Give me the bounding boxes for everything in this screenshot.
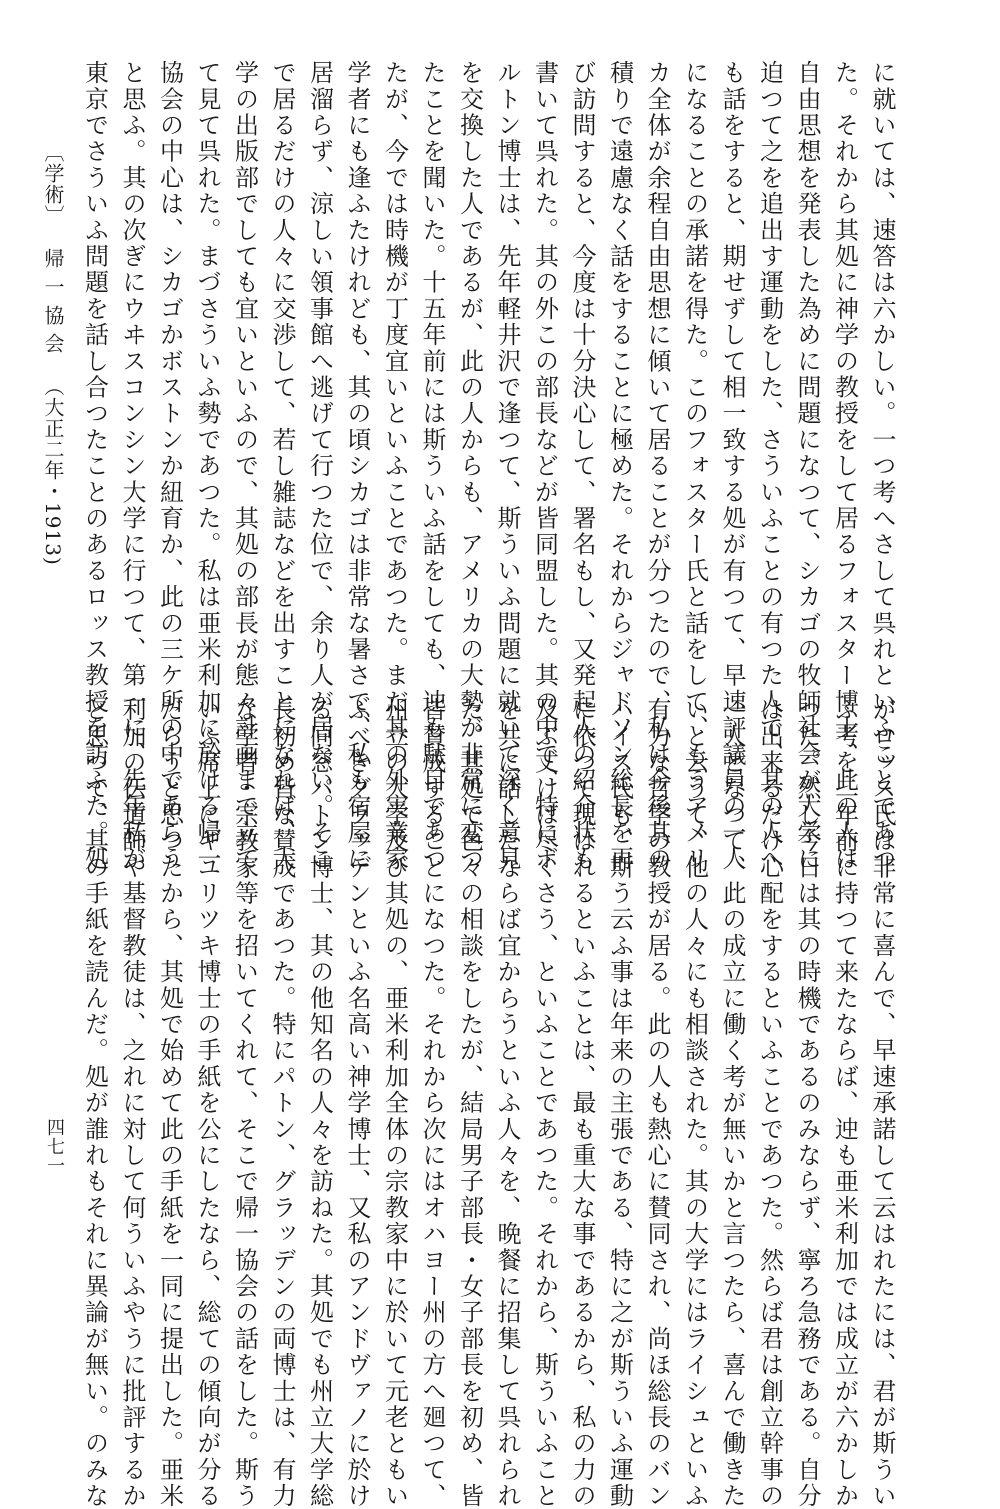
text-column: カ全体が余程自由思想に傾いて居ることが分つたので、私は今後其の [643, 60, 671, 873]
text-column: になることの承諾を得た。このフォスター氏と話をして、もうアメリ [680, 60, 709, 873]
text-column: ハイス氏も、斯う云ふ事は年来の主張である、特に之が斯ういふ運動 [605, 697, 634, 1509]
text-column: を交換した人であるが、此の人からも、アメリカの大勢が非常に変つ [455, 60, 484, 873]
text-column: て見て呉れた。まづさういふ勢であつた。私は亜米利加に於ける帰一 [193, 60, 221, 873]
text-column: な学者・宗教家等を招いてくれて、そこで帰一協会の話をした。斯う [230, 697, 259, 1509]
running-head [40, 142, 66, 566]
text-column: ふ考を二年前に持つて来たならば、迚も亜米利加では成立が六かしか [830, 697, 859, 1509]
text-column: いふ席上にギユリツキ博士の手紙を公にしたなら、総ての傾向が分る [193, 697, 221, 1509]
text-column: た。其処で色々の相談をしたが、結局男子部長・女子部長を初め、皆 [455, 697, 484, 1509]
text-column: に就いては、速答は六かしい。一つ考へさして呉れといふことであつ [868, 60, 896, 873]
text-column: 積りで遠慮なく話をすることに極めた。それからジャドソン総長を再 [605, 60, 634, 873]
text-column: は出来るだけ心配をするといふことであつた。然らば君は創立幹事の [755, 697, 784, 1509]
text-column: 協会の中心は、シカゴかボストンか紐育か、此の三ケ所の中であらう [155, 60, 184, 873]
text-column: 有力な哲学の教授が居る。此の人も熱心に賛同され、尚ほ総長のバン [643, 697, 671, 1509]
text-column: 利加の伝道師や基督教徒は、之れに対して何ういふやうに批評するか [118, 697, 146, 1509]
text-column: いと云うて、他の人々にも相談された。其の大学にはライシュといふ [680, 697, 709, 1509]
text-column: 一人となつて、此の成立に働く考が無いかと言つたら、喜んで働きた [718, 697, 746, 1509]
upper-text-block [75, 60, 900, 873]
text-column: 及ぶ丈けは尽くさう、といふことであつた。それから、斯ういふこと [530, 697, 559, 1509]
text-column: 迫つて之を追出す運動をした、さういふことの有つた人で、其の人へ [755, 60, 784, 873]
text-column: がロッス氏は非常に喜んで、早速承諾して云はれたには、君が斯うい [868, 697, 896, 1509]
text-column: も話をすると、期せずして相一致する処が有つて、早速評議員の一人 [718, 60, 746, 873]
running-head-title: 帰 一 協 会 [41, 248, 65, 355]
text-column: を共に話したならば宜からうといふ人々を、晩餐に招集して呉れられ [493, 697, 521, 1509]
text-column: と思つて、其の手紙を読んだ。処が誰れもそれに異論が無い。のみな [80, 697, 109, 1509]
running-head-section: 〔学術〕 [41, 142, 65, 226]
text-column: だらうと思つたから、其処で始めて此の手紙を一同に提出した。亜米 [155, 697, 184, 1509]
text-column: 学者にも逢ふたけれども、其の頃シカゴは非常な暑さで、私も宿屋に [343, 60, 371, 873]
text-column: 東京でさういふ問題を話し合つたことのあるロッス教授を訪ふた。処 [80, 60, 109, 873]
text-column: に依つて現はれるといふことは、最も重大な事であるから、私の力の [568, 697, 596, 1509]
text-column: ルトン博士は、先年軽井沢で逢つて、斯ういふ問題に就いて深く意見 [493, 60, 521, 873]
text-column: たことを聞いた。十五年前には斯ういふ話をしても、迚も駄目であつ [418, 60, 446, 873]
text-column: と思ふ。其の次ぎにウヰスコンシン大学に行つて、第一に、先年私が [118, 60, 146, 873]
text-column: 自由思想を発表した為めに問題になつて、シカゴの牧師社会が大学に [793, 60, 821, 873]
lower-text-block [75, 697, 900, 1509]
text-column: 州立の大学及び其処の、亜米利加全体の宗教家中に於いて元老ともい [380, 697, 409, 1509]
page-number: 四七一 [44, 1118, 65, 1175]
text-column: び訪問すると、今度は十分決心して、署名もし、又発起人の紹介状も [568, 60, 596, 873]
text-column: 居溜らず、涼しい領事館へ逃げて行つた位で、余り人が居ない。そこ [305, 60, 334, 873]
text-column: た。それから其処に神学の教授をして居るフォスター博士、此の人は [830, 60, 859, 873]
text-column: ふべきグラッデンといふ名高い神学博士、又私のアンドヴァノに於け [343, 697, 371, 1509]
text-column: 皆賛成することになつた。それから次にはオハヨー州の方へ廻つて、 [418, 697, 446, 1509]
text-column: 学の出版部でしても宜いといふので、其処の部長が態々計画まで立て [230, 60, 259, 873]
text-column: つた。然し今日は其の時機であるのみならず、寧ろ急務である。自分 [793, 697, 821, 1509]
text-column: 長初め皆な賛成であつた。特にパトン、グラッデンの両博士は、有力 [268, 697, 296, 1509]
text-column: る同窓パトン博士、其の他知名の人々を訪ねた。其処でも州立大学総 [305, 697, 334, 1509]
text-column: 書いて呉れた。其の外この部長などが皆同盟した。其の中で、特にボ [530, 60, 559, 873]
running-head-date: （大正二年・1913) [41, 376, 65, 566]
text-column: たが、今では時機が丁度宜いといふことであつた。まだ其の外実業家 [380, 60, 409, 873]
text-column: で居るだけの人々に交渉して、若し雑誌などを出すことになれば、大 [268, 60, 296, 873]
